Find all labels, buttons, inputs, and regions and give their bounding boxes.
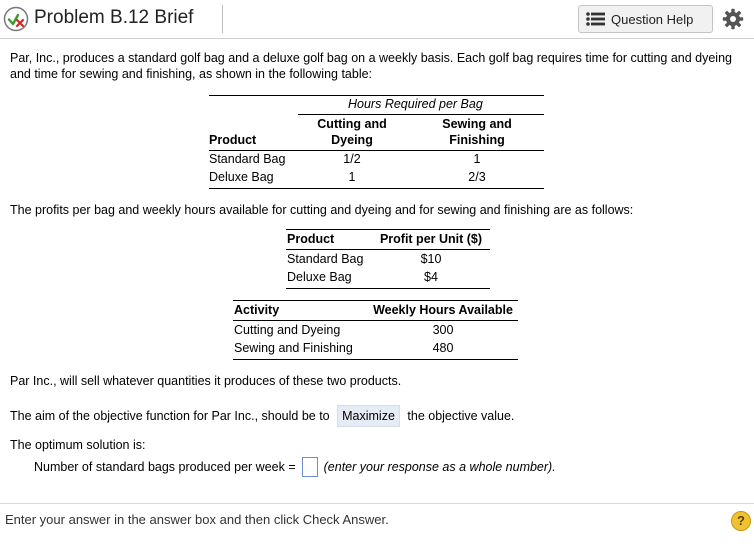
table-rule	[286, 288, 490, 289]
table-cell-product: Deluxe Bag	[287, 270, 352, 284]
table-cell-profit: $10	[420, 252, 442, 266]
col-header-product: Product	[287, 232, 335, 246]
col-header-product: Product	[209, 133, 257, 147]
question-help-button[interactable]	[578, 5, 713, 33]
table-rule	[209, 150, 544, 151]
table-cell-hours: 480	[432, 341, 454, 355]
table-cell-cutting: 1	[348, 170, 356, 184]
list-icon	[585, 11, 607, 27]
objective-prefix: The aim of the objective function for Par Inc., should be to	[10, 409, 330, 423]
profit-intro-text: The profits per bag and weekly hours available for cutting and dyeing and for sewing and finishing are as follows:	[10, 203, 634, 217]
title-divider	[222, 5, 223, 33]
col-header-sewing-1: Sewing and	[442, 117, 512, 131]
table-cell-product: Standard Bag	[287, 252, 364, 266]
gear-icon[interactable]	[722, 8, 744, 30]
objective-statement	[10, 405, 514, 427]
table-cell-cutting: 1/2	[343, 152, 361, 166]
col-header-profit: Profit per Unit ($)	[379, 232, 483, 246]
header-bar	[0, 0, 754, 38]
table-cell-product: Deluxe Bag	[209, 170, 274, 184]
optimum-label: The optimum solution is:	[10, 438, 146, 452]
col-header-sewing-2: Finishing	[449, 133, 505, 147]
table-cell-sewing: 1	[473, 152, 481, 166]
objective-answer-select[interactable]: Maximize	[337, 405, 400, 427]
table-cell-hours: 300	[432, 323, 454, 337]
standard-bags-input[interactable]	[302, 457, 318, 477]
table-rule	[286, 249, 490, 250]
col-header-hours: Weekly Hours Available	[373, 303, 513, 317]
footer-instruction: Enter your answer in the answer box and then click Check Answer.	[5, 512, 389, 527]
standard-bags-hint: (enter your response as a whole number).	[323, 460, 556, 474]
table-rule	[209, 188, 544, 189]
standard-bags-line	[34, 457, 556, 477]
table-rule	[298, 114, 544, 115]
standard-bags-label: Number of standard bags produced per week =	[34, 460, 296, 474]
table-rule	[233, 320, 518, 321]
help-icon[interactable]: ?	[731, 511, 751, 531]
table-cell-activity: Cutting and Dyeing	[234, 323, 341, 337]
table-cell-activity: Sewing and Finishing	[234, 341, 353, 355]
table-rule	[286, 229, 490, 230]
table-rule	[233, 300, 518, 301]
objective-suffix: the objective value.	[407, 409, 515, 423]
table-rule	[233, 359, 518, 360]
page-title: Problem B.12 Brief	[34, 7, 194, 28]
intro-text: Par, Inc., produces a standard golf bag and a deluxe golf bag on a weekly basis. Each golf bag requires time for cutting and dyeing and time for sewing and finishing, as shown in the following table:	[10, 51, 732, 81]
table-cell-profit: $4	[424, 270, 438, 284]
partial-credit-icon	[3, 6, 29, 32]
col-header-cutting-1: Cutting and	[317, 117, 387, 131]
header-divider	[0, 38, 754, 39]
table-rule	[209, 95, 544, 96]
col-header-activity: Activity	[234, 303, 280, 317]
table-cell-sewing: 2/3	[468, 170, 486, 184]
col-header-cutting-2: Dyeing	[331, 133, 373, 147]
table-cell-product: Standard Bag	[209, 152, 286, 166]
sell-statement: Par Inc., will sell whatever quantities it produces of these two products.	[10, 374, 402, 388]
group-header: Hours Required per Bag	[348, 97, 483, 111]
question-help-label: Question Help	[611, 11, 694, 27]
footer-divider	[0, 503, 754, 504]
